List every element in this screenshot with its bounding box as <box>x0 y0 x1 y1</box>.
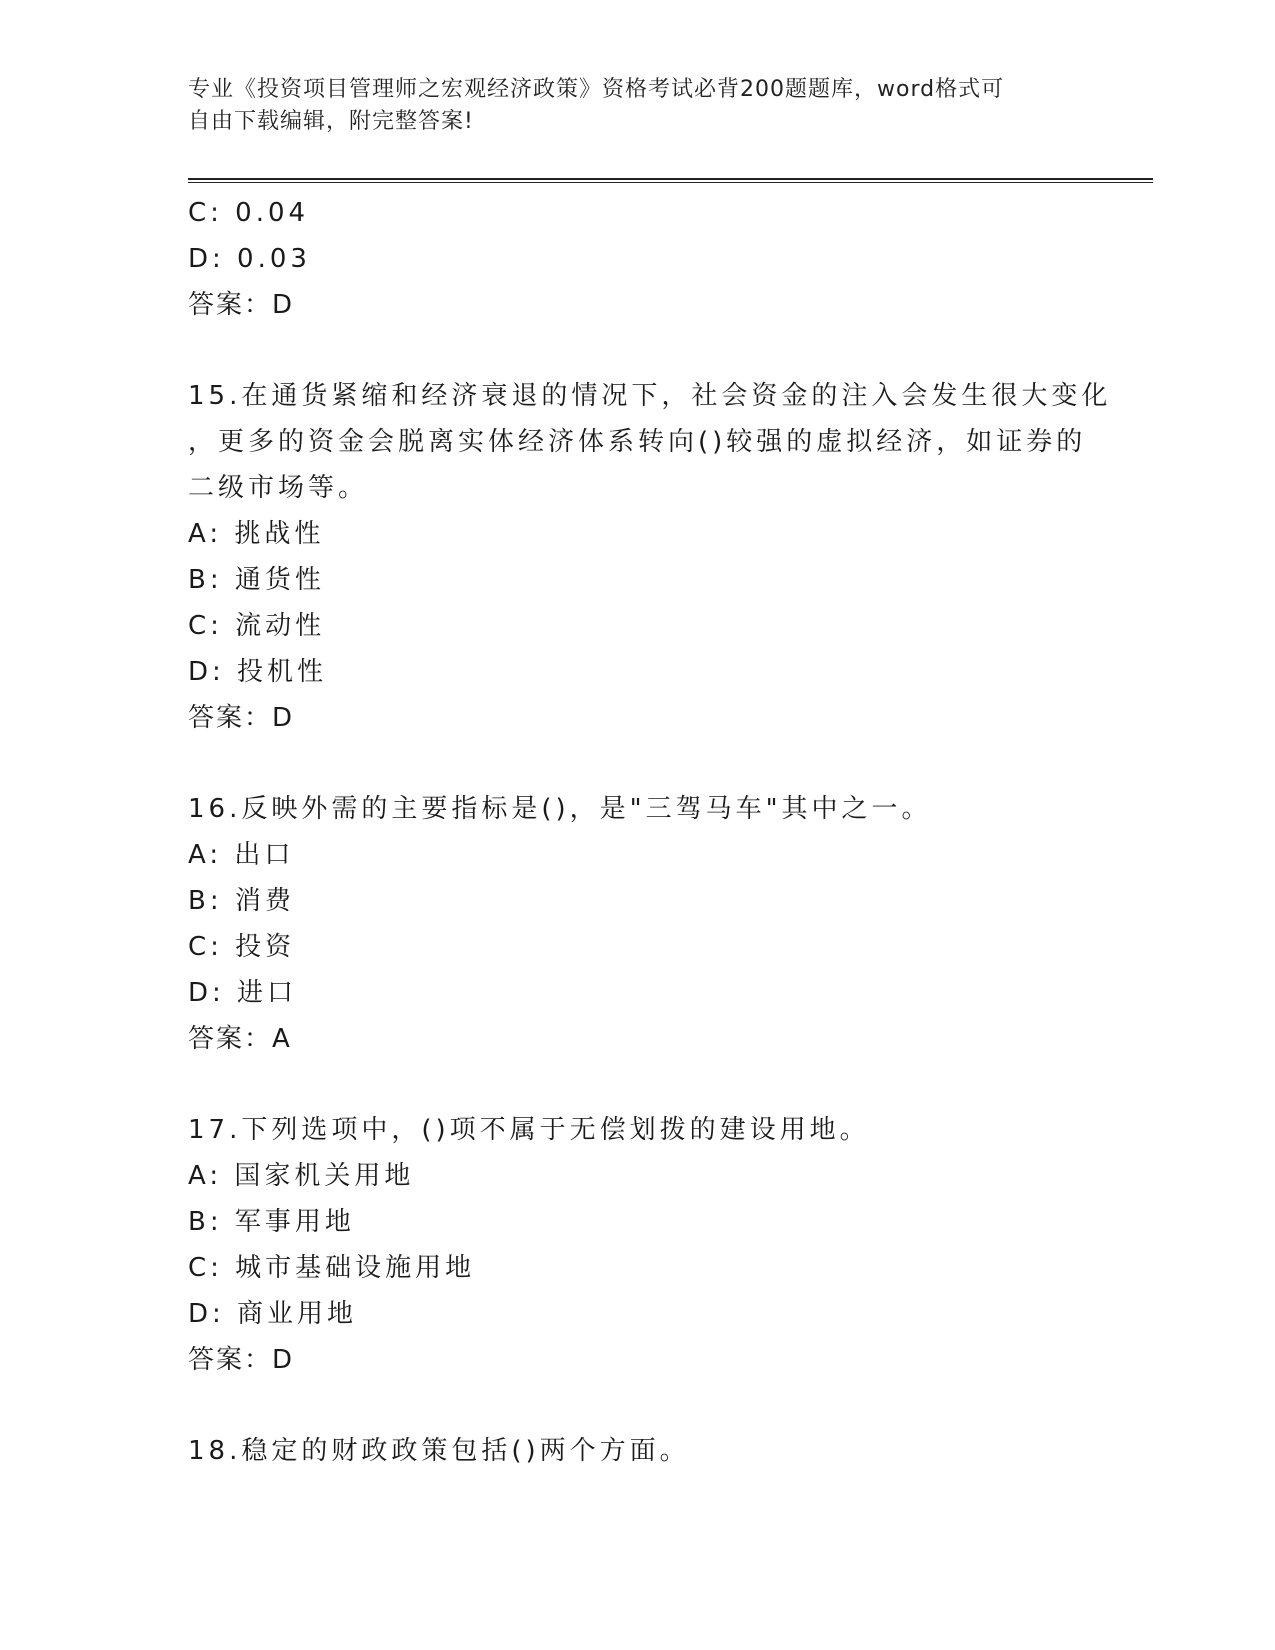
answer: 答案：A <box>188 1024 292 1054</box>
question-text-line: 二级市场等。 <box>188 473 369 503</box>
answer: 答案：D <box>188 1345 295 1375</box>
option-c: C: 流动性 <box>188 611 326 641</box>
question-list <box>188 190 1112 1474</box>
question-text-line: 15.在通货紧缩和经济衰退的情况下，社会资金的注入会发生很大变化 <box>188 381 1112 411</box>
option-b: B: 消费 <box>188 886 295 916</box>
question-text-line: ，更多的资金会脱离实体经济体系转向()较强的虚拟经济，如证券的 <box>188 427 1087 457</box>
answer: 答案：D <box>188 703 295 733</box>
option-c: C: 城市基础设施用地 <box>188 1253 476 1283</box>
option-a: A: 挑战性 <box>188 519 325 549</box>
option-d: D: 0.03 <box>188 244 311 274</box>
question-text-line: 16.反映外需的主要指标是()，是"三驾马车"其中之一。 <box>188 794 932 824</box>
option-d: D: 投机性 <box>188 657 328 687</box>
question-18 <box>188 1428 1088 1474</box>
question-text-line: 18.稳定的财政政策包括()两个方面。 <box>188 1436 690 1466</box>
question-15 <box>188 373 1112 741</box>
option-d: D: 进口 <box>188 978 298 1008</box>
option-c: C: 投资 <box>188 932 296 962</box>
document-header <box>188 74 1088 138</box>
option-b: B: 通货性 <box>188 565 325 595</box>
option-b: B: 军事用地 <box>188 1207 355 1237</box>
question-16 <box>188 786 1088 1062</box>
header-divider <box>188 178 1153 183</box>
option-c: C: 0.04 <box>188 198 310 228</box>
answer: 答案：D <box>188 290 295 320</box>
option-a: A: 出口 <box>188 840 295 870</box>
header-line-2: 自由下载编辑，附完整答案! <box>188 109 474 134</box>
option-a: A: 国家机关用地 <box>188 1161 415 1191</box>
option-d: D: 商业用地 <box>188 1299 358 1329</box>
question-17 <box>188 1107 1088 1383</box>
header-line-1: 专业《投资项目管理师之宏观经济政策》资格考试必背200题题库，word格式可 <box>188 77 1005 102</box>
question-text-line: 17.下列选项中，()项不属于无偿划拨的建设用地。 <box>188 1115 870 1145</box>
